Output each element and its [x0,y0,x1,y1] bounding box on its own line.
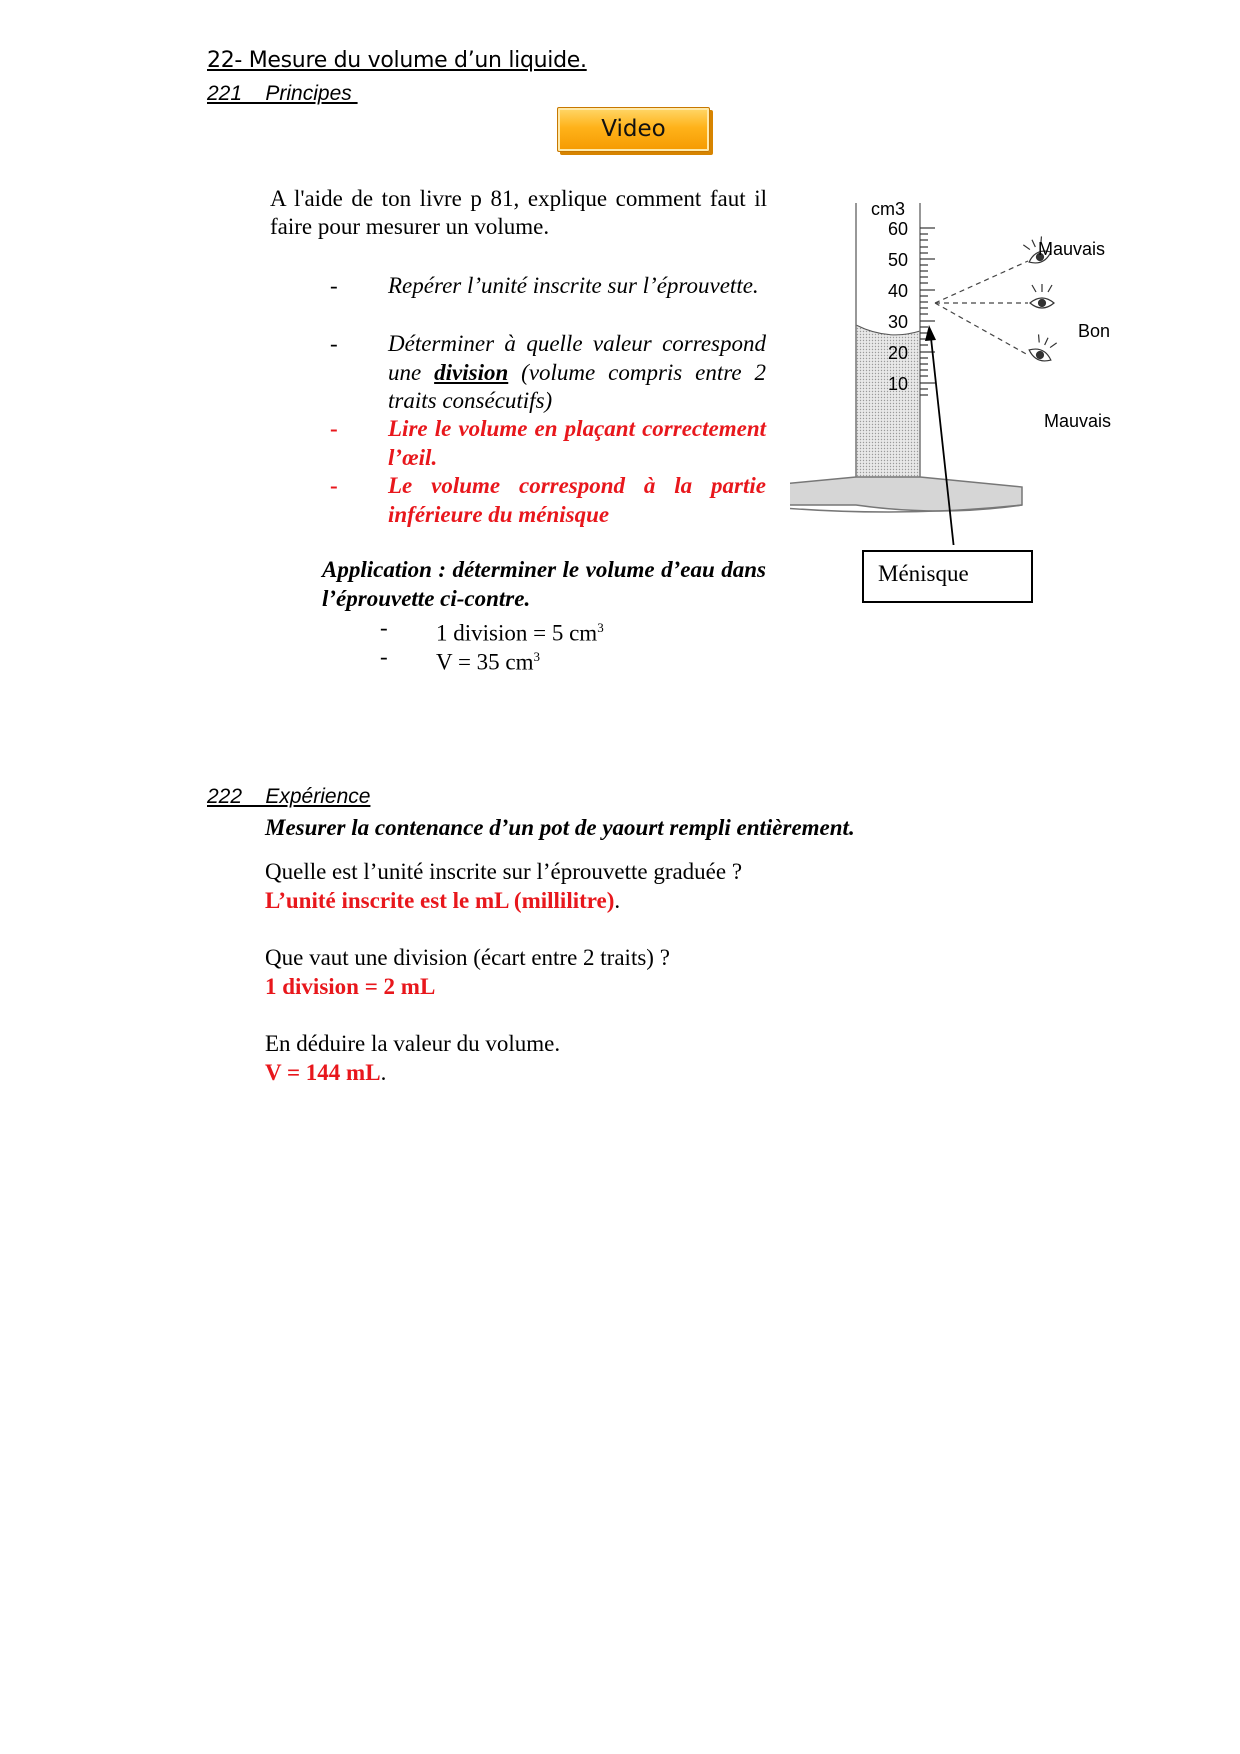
step-meniscus: Le volume correspond à la partie inférieure du ménisque [388,473,766,527]
step-division-post: (volume compris entre 2 traits consécutifs) [388,359,766,413]
application-prompt: Application : déterminer le volume d’eau dans l’éprouvette ci-contre. [322,557,766,611]
bullet-dash: - [330,331,338,356]
unit-label: cm3 [870,199,906,219]
section-title: 22- Mesure du volume d’un liquide. [207,48,587,73]
bullet-dash: - [380,615,388,640]
bullet-dash: - [330,273,338,298]
meniscus-label-box: Ménisque [862,550,1033,603]
eye-icon [1030,284,1054,308]
answer-volume-period: . [380,1060,387,1085]
question-unit: Quelle est l’unité inscrite sur l’éprouvette graduée ? [265,859,743,884]
answer-unit-period: . [614,888,621,913]
bullet-dash: - [330,416,338,441]
eye-icon [1027,333,1059,365]
bullet-dash: - [330,473,338,498]
answer-division: 1 division = 2 mL [265,974,436,999]
division-keyword: division [434,359,509,385]
tick-label-20: 20 [887,343,908,363]
principles-heading: 221 Principes [207,82,358,105]
scale-ticks [920,228,935,395]
label-bad-top: Mauvais [1038,239,1106,259]
label-bad-bottom: Mauvais [1044,411,1112,431]
label-good: Bon [1078,321,1111,341]
result-volume-text: V = 35 cm [436,649,534,675]
answer-volume [265,1058,386,1087]
tick-label-40: 40 [887,281,908,301]
tick-label-50: 50 [887,250,908,270]
step-division-pre: Déterminer à quelle valeur correspond une [388,331,766,385]
question-division: Que vaut une division (écart entre 2 traits) ? [265,945,670,970]
exponent: 3 [533,649,541,664]
tick-label-30: 30 [887,312,908,332]
result-volume [436,643,540,677]
exponent: 3 [597,620,604,635]
sight-lines [935,261,1028,355]
step-division-value [388,330,766,416]
step-locate-unit: Repérer l’unité inscrite sur l’éprouvette. [388,273,759,298]
experiment-subtitle: Mesurer la contenance d’un pot de yaourt rempli entièrement. [265,815,855,840]
graduated-cylinder-figure [790,195,1130,545]
answer-unit [265,886,620,915]
tick-label-60: 60 [887,219,908,239]
intro-question: A l'aide de ton livre p 81, explique comment faut il faire pour mesurer un volume. [270,186,767,239]
experiment-heading: 222 Expérience [207,785,371,808]
step-eye-position: Lire le volume en plaçant correctement l’œil. [388,416,766,470]
video-button[interactable]: Video [557,107,710,152]
cylinder-base [790,477,1022,511]
answer-unit-text: L’unité inscrite est le mL (millilitre) [265,888,615,913]
bullet-dash: - [380,644,388,669]
tick-label-10: 10 [887,374,908,394]
answer-volume-text: V = 144 mL [265,1060,381,1085]
meniscus-arrow [931,338,954,545]
result-division-text: 1 division = 5 cm [436,620,598,646]
question-volume: En déduire la valeur du volume. [265,1031,561,1056]
